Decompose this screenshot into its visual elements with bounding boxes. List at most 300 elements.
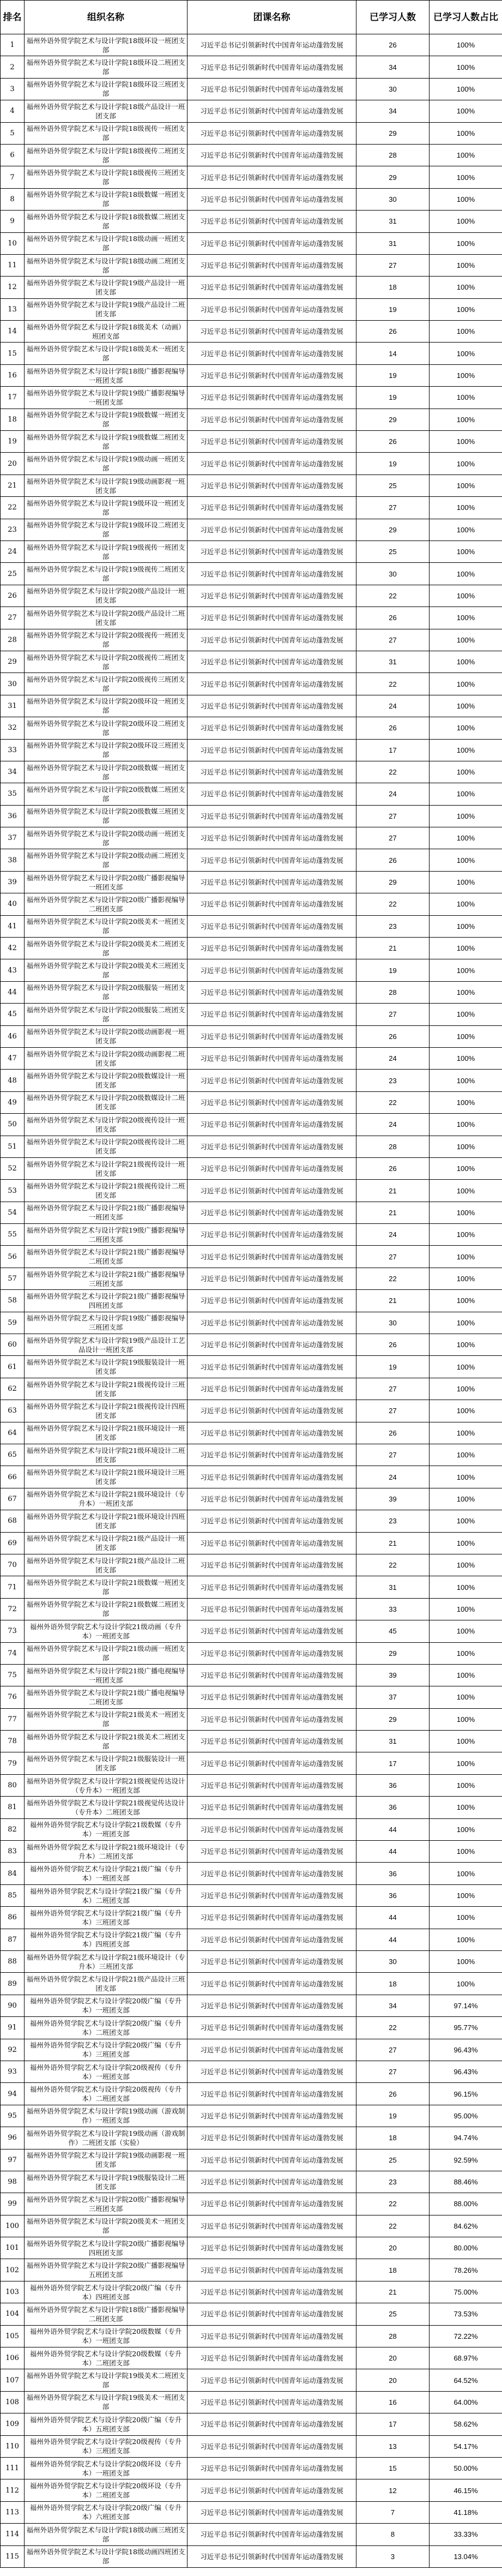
cell-rank: 78 <box>1 1731 25 1752</box>
cell-learned-ratio: 100% <box>430 1246 502 1268</box>
cell-rank: 33 <box>1 739 25 761</box>
cell-learned-ratio: 100% <box>430 1444 502 1466</box>
cell-rank: 11 <box>1 254 25 276</box>
cell-rank: 83 <box>1 1841 25 1863</box>
cell-learned-ratio: 100% <box>430 409 502 430</box>
cell-course-name: 习近平总书记引领新时代中国青年运动蓬勃发展 <box>188 1114 356 1136</box>
cell-course-name: 习近平总书记引领新时代中国青年运动蓬勃发展 <box>188 1070 356 1091</box>
cell-org-name: 福州外语外贸学院艺术与设计学院20级环设二班团支部 <box>25 717 188 739</box>
table-row <box>1 2413 502 2435</box>
cell-org-name: 福州外语外贸学院艺术与设计学院18级产品设计一班团支部 <box>25 100 188 122</box>
cell-course-name: 习近平总书记引领新时代中国青年运动蓬勃发展 <box>188 1884 356 1906</box>
cell-learned-ratio: 100% <box>430 321 502 343</box>
cell-course-name: 习近平总书记引领新时代中国青年运动蓬勃发展 <box>188 1818 356 1840</box>
table-row <box>1 1532 502 1554</box>
cell-rank: 81 <box>1 1797 25 1818</box>
cell-rank: 8 <box>1 188 25 210</box>
table-row <box>1 100 502 122</box>
cell-rank: 104 <box>1 2303 25 2325</box>
cell-rank: 64 <box>1 1422 25 1444</box>
table-row <box>1 387 502 409</box>
cell-learned-count: 34 <box>356 56 430 78</box>
cell-rank: 67 <box>1 1488 25 1510</box>
cell-learned-count: 44 <box>356 1929 430 1950</box>
cell-rank: 103 <box>1 2281 25 2303</box>
cell-course-name: 习近平总书记引领新时代中国青年运动蓬勃发展 <box>188 629 356 651</box>
cell-rank: 74 <box>1 1642 25 1664</box>
cell-rank: 23 <box>1 519 25 541</box>
cell-learned-count: 27 <box>356 1246 430 1268</box>
cell-learned-ratio: 73.53% <box>430 2303 502 2325</box>
cell-learned-count: 22 <box>356 1091 430 1113</box>
cell-learned-count: 14 <box>356 343 430 364</box>
table-row <box>1 519 502 541</box>
cell-rank: 40 <box>1 893 25 915</box>
cell-rank: 70 <box>1 1554 25 1576</box>
cell-course-name: 习近平总书记引领新时代中国青年运动蓬勃发展 <box>188 1180 356 1202</box>
table-row <box>1 1268 502 1289</box>
cell-learned-count: 20 <box>356 2237 430 2259</box>
cell-learned-count: 28 <box>356 144 430 166</box>
table-row <box>1 1907 502 1929</box>
cell-rank: 22 <box>1 497 25 519</box>
cell-learned-ratio: 75.00% <box>430 2281 502 2303</box>
cell-learned-ratio: 50.00% <box>430 2457 502 2479</box>
table-row <box>1 1841 502 1863</box>
table-row <box>1 232 502 254</box>
cell-org-name: 福州外语外贸学院艺术与设计学院21级广编（专升本）二班团支部 <box>25 1884 188 1906</box>
table-row <box>1 717 502 739</box>
cell-org-name: 福州外语外贸学院艺术与设计学院18级动画二班团支部 <box>25 254 188 276</box>
cell-org-name: 福州外语外贸学院艺术与设计学院21级环境设计三班团支部 <box>25 1466 188 1488</box>
cell-learned-ratio: 46.15% <box>430 2479 502 2501</box>
table-row <box>1 2281 502 2303</box>
table-row <box>1 1686 502 1708</box>
cell-course-name: 习近平总书记引领新时代中国青年运动蓬勃发展 <box>188 387 356 409</box>
table-row <box>1 1157 502 1179</box>
cell-course-name: 习近平总书记引领新时代中国青年运动蓬勃发展 <box>188 2083 356 2105</box>
cell-learned-ratio: 100% <box>430 1268 502 1289</box>
cell-rank: 84 <box>1 1863 25 1884</box>
cell-learned-count: 30 <box>356 1950 430 1972</box>
cell-learned-ratio: 100% <box>430 1180 502 1202</box>
table-row <box>1 254 502 276</box>
cell-learned-count: 30 <box>356 1312 430 1334</box>
table-row <box>1 1004 502 1025</box>
cell-learned-ratio: 78.26% <box>430 2259 502 2281</box>
cell-learned-ratio: 100% <box>430 1731 502 1752</box>
cell-course-name: 习近平总书记引领新时代中国青年运动蓬勃发展 <box>188 1312 356 1334</box>
cell-learned-count: 26 <box>356 431 430 453</box>
cell-course-name: 习近平总书记引领新时代中国青年运动蓬勃发展 <box>188 849 356 871</box>
cell-rank: 60 <box>1 1334 25 1356</box>
cell-rank: 2 <box>1 56 25 78</box>
cell-rank: 98 <box>1 2171 25 2193</box>
cell-org-name: 福州外语外贸学院艺术与设计学院20级广编（专升本）三班团支部 <box>25 2039 188 2061</box>
cell-rank: 108 <box>1 2391 25 2413</box>
table-row <box>1 893 502 915</box>
cell-learned-ratio: 100% <box>430 1598 502 1620</box>
cell-learned-ratio: 100% <box>430 1114 502 1136</box>
cell-learned-ratio: 100% <box>430 938 502 959</box>
cell-org-name: 福州外语外贸学院艺术与设计学院19级动画一班团支部 <box>25 453 188 475</box>
cell-rank: 14 <box>1 321 25 343</box>
cell-org-name: 福州外语外贸学院艺术与设计学院21级视觉传达设计（专升本）一班团支部 <box>25 1774 188 1796</box>
cell-org-name: 福州外语外贸学院艺术与设计学院21级广播影视编导三班团支部 <box>25 1268 188 1289</box>
table-row <box>1 1180 502 1202</box>
cell-rank: 56 <box>1 1246 25 1268</box>
cell-learned-ratio: 100% <box>430 783 502 805</box>
cell-learned-ratio: 100% <box>430 34 502 56</box>
table-row <box>1 695 502 717</box>
cell-course-name: 习近平总书记引领新时代中国青年运动蓬勃发展 <box>188 981 356 1003</box>
cell-course-name: 习近平总书记引领新时代中国青年运动蓬勃发展 <box>188 1136 356 1157</box>
cell-learned-count: 29 <box>356 519 430 541</box>
cell-learned-count: 25 <box>356 541 430 562</box>
cell-org-name: 福州外语外贸学院艺术与设计学院20级美术二班团支部 <box>25 938 188 959</box>
cell-rank: 47 <box>1 1047 25 1069</box>
cell-learned-ratio: 100% <box>430 100 502 122</box>
cell-learned-ratio: 100% <box>430 1025 502 1047</box>
cell-course-name: 习近平总书记引领新时代中国青年运动蓬勃发展 <box>188 1973 356 1995</box>
cell-rank: 10 <box>1 232 25 254</box>
cell-learned-count: 33 <box>356 1598 430 1620</box>
cell-org-name: 福州外语外贸学院艺术与设计学院20级服装一班团支部 <box>25 981 188 1003</box>
cell-learned-ratio: 100% <box>430 122 502 144</box>
cell-rank: 100 <box>1 2215 25 2237</box>
cell-rank: 73 <box>1 1620 25 1642</box>
cell-learned-ratio: 100% <box>430 1047 502 1069</box>
cell-org-name: 福州外语外贸学院艺术与设计学院20级数媒（专升本）一班团支部 <box>25 2325 188 2347</box>
cell-learned-count: 20 <box>356 2369 430 2391</box>
cell-learned-ratio: 100% <box>430 1422 502 1444</box>
cell-learned-ratio: 100% <box>430 1400 502 1422</box>
cell-course-name: 习近平总书记引领新时代中国青年运动蓬勃发展 <box>188 2435 356 2457</box>
table-row <box>1 2369 502 2391</box>
cell-learned-count: 19 <box>356 1356 430 1378</box>
cell-learned-count: 24 <box>356 1114 430 1136</box>
cell-learned-count: 21 <box>356 1180 430 1202</box>
cell-learned-count: 17 <box>356 739 430 761</box>
table-row <box>1 1378 502 1400</box>
cell-org-name: 福州外语外贸学院艺术与设计学院21级环境设计（专升本）三班团支部 <box>25 1950 188 1972</box>
table-row <box>1 871 502 893</box>
table-row <box>1 277 502 298</box>
cell-course-name: 习近平总书记引领新时代中国青年运动蓬勃发展 <box>188 1422 356 1444</box>
table-row <box>1 1620 502 1642</box>
cell-org-name: 福州外语外贸学院艺术与设计学院21级广播电视编导二班团支部 <box>25 1686 188 1708</box>
cell-rank: 75 <box>1 1664 25 1686</box>
cell-org-name: 福州外语外贸学院艺术与设计学院21级广播影视编导二班团支部 <box>25 1246 188 1268</box>
cell-rank: 106 <box>1 2347 25 2369</box>
cell-rank: 4 <box>1 100 25 122</box>
cell-learned-ratio: 100% <box>430 364 502 386</box>
cell-learned-ratio: 100% <box>430 1841 502 1863</box>
cell-org-name: 福州外语外贸学院艺术与设计学院20级视传一班团支部 <box>25 629 188 651</box>
cell-rank: 21 <box>1 475 25 496</box>
cell-org-name: 福州外语外贸学院艺术与设计学院20级动画影视一班团支部 <box>25 1025 188 1047</box>
column-header-rank: 排名 <box>1 1 25 34</box>
cell-course-name: 习近平总书记引领新时代中国青年运动蓬勃发展 <box>188 166 356 188</box>
cell-learned-ratio: 100% <box>430 1752 502 1774</box>
cell-rank: 115 <box>1 2545 25 2567</box>
cell-learned-count: 19 <box>356 2105 430 2127</box>
cell-course-name: 习近平总书记引领新时代中国青年运动蓬勃发展 <box>188 2259 356 2281</box>
cell-learned-ratio: 100% <box>430 1708 502 1730</box>
cell-rank: 72 <box>1 1598 25 1620</box>
cell-learned-count: 27 <box>356 2061 430 2082</box>
table-row <box>1 1246 502 1268</box>
cell-org-name: 福州外语外贸学院艺术与设计学院19级产品设计工艺品设计一班团支部 <box>25 1334 188 1356</box>
cell-course-name: 习近平总书记引领新时代中国青年运动蓬勃发展 <box>188 2391 356 2413</box>
cell-org-name: 福州外语外贸学院艺术与设计学院20级广播影视编导四班团支部 <box>25 2237 188 2259</box>
cell-rank: 46 <box>1 1025 25 1047</box>
table-row <box>1 1510 502 1532</box>
cell-course-name: 习近平总书记引领新时代中国青年运动蓬勃发展 <box>188 1334 356 1356</box>
cell-learned-count: 31 <box>356 1576 430 1598</box>
cell-course-name: 习近平总书记引领新时代中国青年运动蓬勃发展 <box>188 519 356 541</box>
cell-learned-ratio: 100% <box>430 1532 502 1554</box>
cell-course-name: 习近平总书记引领新时代中国青年运动蓬勃发展 <box>188 695 356 717</box>
cell-course-name: 习近平总书记引领新时代中国青年运动蓬勃发展 <box>188 2303 356 2325</box>
cell-learned-count: 17 <box>356 1752 430 1774</box>
cell-course-name: 习近平总书记引领新时代中国青年运动蓬勃发展 <box>188 2039 356 2061</box>
table-row <box>1 409 502 430</box>
cell-org-name: 福州外语外贸学院艺术与设计学院19级动画（游戏制作）一班团支部 <box>25 2105 188 2127</box>
cell-learned-ratio: 100% <box>430 1070 502 1091</box>
table-row <box>1 1973 502 1995</box>
cell-learned-ratio: 96.43% <box>430 2039 502 2061</box>
cell-org-name: 福州外语外贸学院艺术与设计学院20级广播影视编导五班团支部 <box>25 2259 188 2281</box>
table-row <box>1 1356 502 1378</box>
cell-learned-ratio: 100% <box>430 651 502 672</box>
cell-course-name: 习近平总书记引领新时代中国青年运动蓬勃发展 <box>188 1091 356 1113</box>
cell-course-name: 习近平总书记引领新时代中国青年运动蓬勃发展 <box>188 2325 356 2347</box>
cell-org-name: 福州外语外贸学院艺术与设计学院20级动画一班团支部 <box>25 827 188 849</box>
cell-learned-count: 7 <box>356 2501 430 2523</box>
table-row <box>1 761 502 783</box>
cell-learned-count: 22 <box>356 761 430 783</box>
table-row <box>1 122 502 144</box>
cell-learned-ratio: 100% <box>430 1488 502 1510</box>
table-row <box>1 1708 502 1730</box>
cell-learned-ratio: 100% <box>430 717 502 739</box>
table-row <box>1 2061 502 2082</box>
cell-course-name: 习近平总书记引领新时代中国青年运动蓬勃发展 <box>188 122 356 144</box>
table-row <box>1 2457 502 2479</box>
cell-org-name: 福州外语外贸学院艺术与设计学院21级视觉传达设计（专升本）二班团支部 <box>25 1797 188 1818</box>
cell-rank: 95 <box>1 2105 25 2127</box>
cell-course-name: 习近平总书记引领新时代中国青年运动蓬勃发展 <box>188 959 356 981</box>
cell-learned-ratio: 100% <box>430 1378 502 1400</box>
cell-rank: 19 <box>1 431 25 453</box>
cell-learned-count: 24 <box>356 783 430 805</box>
table-row <box>1 1202 502 1223</box>
cell-rank: 85 <box>1 1884 25 1906</box>
cell-learned-count: 26 <box>356 717 430 739</box>
cell-org-name: 福州外语外贸学院艺术与设计学院21级视传设计三班团支部 <box>25 1378 188 1400</box>
cell-rank: 89 <box>1 1973 25 1995</box>
table-row <box>1 166 502 188</box>
cell-org-name: 福州外语外贸学院艺术与设计学院19级美术一班团支部 <box>25 2391 188 2413</box>
table-row <box>1 1070 502 1091</box>
cell-rank: 42 <box>1 938 25 959</box>
table-row <box>1 849 502 871</box>
cell-org-name: 福州外语外贸学院艺术与设计学院21级视传设计一班团支部 <box>25 1157 188 1179</box>
cell-course-name: 习近平总书记引领新时代中国青年运动蓬勃发展 <box>188 2017 356 2039</box>
cell-course-name: 习近平总书记引领新时代中国青年运动蓬勃发展 <box>188 1004 356 1025</box>
cell-learned-count: 27 <box>356 2039 430 2061</box>
cell-rank: 20 <box>1 453 25 475</box>
cell-learned-ratio: 100% <box>430 541 502 562</box>
cell-course-name: 习近平总书记引领新时代中国青年运动蓬勃发展 <box>188 34 356 56</box>
cell-learned-count: 16 <box>356 2391 430 2413</box>
table-row <box>1 1312 502 1334</box>
cell-org-name: 福州外语外贸学院艺术与设计学院21级动画（专升本）一班团支部 <box>25 1620 188 1642</box>
cell-org-name: 福州外语外贸学院艺术与设计学院20级广编（专升本）五班团支部 <box>25 2413 188 2435</box>
cell-learned-ratio: 96.15% <box>430 2083 502 2105</box>
table-row <box>1 2127 502 2149</box>
column-header-course: 团课名称 <box>188 1 356 34</box>
table-body <box>1 34 502 2568</box>
table-row <box>1 2039 502 2061</box>
cell-org-name: 福州外语外贸学院艺术与设计学院19级动画影视一班团支部 <box>25 2149 188 2171</box>
cell-rank: 43 <box>1 959 25 981</box>
cell-course-name: 习近平总书记引领新时代中国青年运动蓬勃发展 <box>188 1620 356 1642</box>
cell-org-name: 福州外语外贸学院艺术与设计学院20级广编（专升本）一班团支部 <box>25 1995 188 2016</box>
cell-learned-ratio: 100% <box>430 563 502 585</box>
cell-course-name: 习近平总书记引领新时代中国青年运动蓬勃发展 <box>188 1400 356 1422</box>
cell-learned-ratio: 100% <box>430 1884 502 1906</box>
cell-learned-count: 31 <box>356 651 430 672</box>
cell-rank: 44 <box>1 981 25 1003</box>
cell-course-name: 习近平总书记引领新时代中国青年运动蓬勃发展 <box>188 2171 356 2193</box>
cell-rank: 34 <box>1 761 25 783</box>
cell-org-name: 福州外语外贸学院艺术与设计学院20级环设一班团支部 <box>25 695 188 717</box>
cell-learned-ratio: 88.46% <box>430 2171 502 2193</box>
cell-rank: 30 <box>1 673 25 695</box>
table-row <box>1 1752 502 1774</box>
cell-course-name: 习近平总书记引领新时代中国青年运动蓬勃发展 <box>188 254 356 276</box>
table-row <box>1 1995 502 2016</box>
cell-org-name: 福州外语外贸学院艺术与设计学院20级数媒一班团支部 <box>25 761 188 783</box>
cell-rank: 3 <box>1 78 25 100</box>
cell-course-name: 习近平总书记引领新时代中国青年运动蓬勃发展 <box>188 2457 356 2479</box>
cell-learned-ratio: 64.00% <box>430 2391 502 2413</box>
cell-course-name: 习近平总书记引领新时代中国青年运动蓬勃发展 <box>188 1466 356 1488</box>
cell-learned-ratio: 100% <box>430 981 502 1003</box>
table-row <box>1 2501 502 2523</box>
cell-rank: 27 <box>1 607 25 629</box>
cell-rank: 39 <box>1 871 25 893</box>
cell-course-name: 习近平总书记引领新时代中国青年运动蓬勃发展 <box>188 805 356 827</box>
cell-learned-count: 22 <box>356 585 430 607</box>
cell-learned-count: 36 <box>356 1884 430 1906</box>
table-row <box>1 1642 502 1664</box>
table-row <box>1 1400 502 1422</box>
cell-learned-ratio: 100% <box>430 166 502 188</box>
cell-learned-count: 19 <box>356 387 430 409</box>
cell-course-name: 习近平总书记引领新时代中国青年运动蓬勃发展 <box>188 2127 356 2149</box>
cell-rank: 17 <box>1 387 25 409</box>
cell-org-name: 福州外语外贸学院艺术与设计学院19级产品设计二班团支部 <box>25 298 188 320</box>
cell-course-name: 习近平总书记引领新时代中国青年运动蓬勃发展 <box>188 1444 356 1466</box>
cell-learned-count: 26 <box>356 1025 430 1047</box>
cell-org-name: 福州外语外贸学院艺术与设计学院20级美术一班团支部 <box>25 915 188 937</box>
table-row <box>1 1136 502 1157</box>
cell-learned-ratio: 100% <box>430 1642 502 1664</box>
cell-course-name: 习近平总书记引领新时代中国青年运动蓬勃发展 <box>188 211 356 232</box>
cell-org-name: 福州外语外贸学院艺术与设计学院18级广播影视编导一班团支部 <box>25 364 188 386</box>
cell-rank: 24 <box>1 541 25 562</box>
cell-learned-count: 31 <box>356 232 430 254</box>
cell-rank: 61 <box>1 1356 25 1378</box>
cell-learned-count: 26 <box>356 321 430 343</box>
table-row <box>1 453 502 475</box>
cell-learned-count: 21 <box>356 2281 430 2303</box>
cell-rank: 90 <box>1 1995 25 2016</box>
cell-org-name: 福州外语外贸学院艺术与设计学院21级视传设计四班团支部 <box>25 1400 188 1422</box>
cell-learned-ratio: 96.43% <box>430 2061 502 2082</box>
cell-learned-count: 19 <box>356 959 430 981</box>
cell-course-name: 习近平总书记引领新时代中国青年运动蓬勃发展 <box>188 2369 356 2391</box>
cell-org-name: 福州外语外贸学院艺术与设计学院20级广播影视编导三班团支部 <box>25 2193 188 2215</box>
cell-learned-count: 44 <box>356 1841 430 1863</box>
table-row <box>1 2193 502 2215</box>
cell-learned-count: 18 <box>356 277 430 298</box>
cell-learned-count: 27 <box>356 1444 430 1466</box>
cell-learned-ratio: 100% <box>430 497 502 519</box>
table-row <box>1 981 502 1003</box>
table-row <box>1 1422 502 1444</box>
cell-rank: 37 <box>1 827 25 849</box>
cell-course-name: 习近平总书记引领新时代中国青年运动蓬勃发展 <box>188 1950 356 1972</box>
cell-org-name: 福州外语外贸学院艺术与设计学院19级广播影视编导二班团支部 <box>25 1224 188 1246</box>
cell-learned-count: 36 <box>356 1863 430 1884</box>
cell-learned-count: 24 <box>356 695 430 717</box>
cell-learned-count: 31 <box>356 211 430 232</box>
cell-learned-count: 26 <box>356 849 430 871</box>
cell-learned-count: 26 <box>356 1422 430 1444</box>
table-row <box>1 1797 502 1818</box>
cell-rank: 31 <box>1 695 25 717</box>
table-row <box>1 2171 502 2193</box>
cell-course-name: 习近平总书记引领新时代中国青年运动蓬勃发展 <box>188 2149 356 2171</box>
cell-learned-count: 26 <box>356 1334 430 1356</box>
cell-learned-ratio: 100% <box>430 849 502 871</box>
cell-learned-ratio: 100% <box>430 1818 502 1840</box>
table-row <box>1 34 502 56</box>
table-row <box>1 1950 502 1972</box>
cell-org-name: 福州外语外贸学院艺术与设计学院18级广播影视编导二班团支部 <box>25 2303 188 2325</box>
cell-rank: 92 <box>1 2039 25 2061</box>
cell-org-name: 福州外语外贸学院艺术与设计学院18级美术（动画）班团支部 <box>25 321 188 343</box>
cell-learned-count: 31 <box>356 1731 430 1752</box>
cell-learned-count: 26 <box>356 607 430 629</box>
cell-learned-ratio: 100% <box>430 1202 502 1223</box>
cell-learned-count: 27 <box>356 827 430 849</box>
table-row <box>1 1598 502 1620</box>
cell-org-name: 福州外语外贸学院艺术与设计学院19级视传一班团支部 <box>25 541 188 562</box>
cell-rank: 99 <box>1 2193 25 2215</box>
cell-course-name: 习近平总书记引领新时代中国青年运动蓬勃发展 <box>188 1488 356 1510</box>
cell-org-name: 福州外语外贸学院艺术与设计学院20级数媒设计一班团支部 <box>25 1070 188 1091</box>
table-row <box>1 78 502 100</box>
cell-org-name: 福州外语外贸学院艺术与设计学院19级广播影视编导三班团支部 <box>25 1312 188 1334</box>
cell-learned-ratio: 100% <box>430 144 502 166</box>
cell-course-name: 习近平总书记引领新时代中国青年运动蓬勃发展 <box>188 2061 356 2082</box>
cell-learned-count: 15 <box>356 2457 430 2479</box>
